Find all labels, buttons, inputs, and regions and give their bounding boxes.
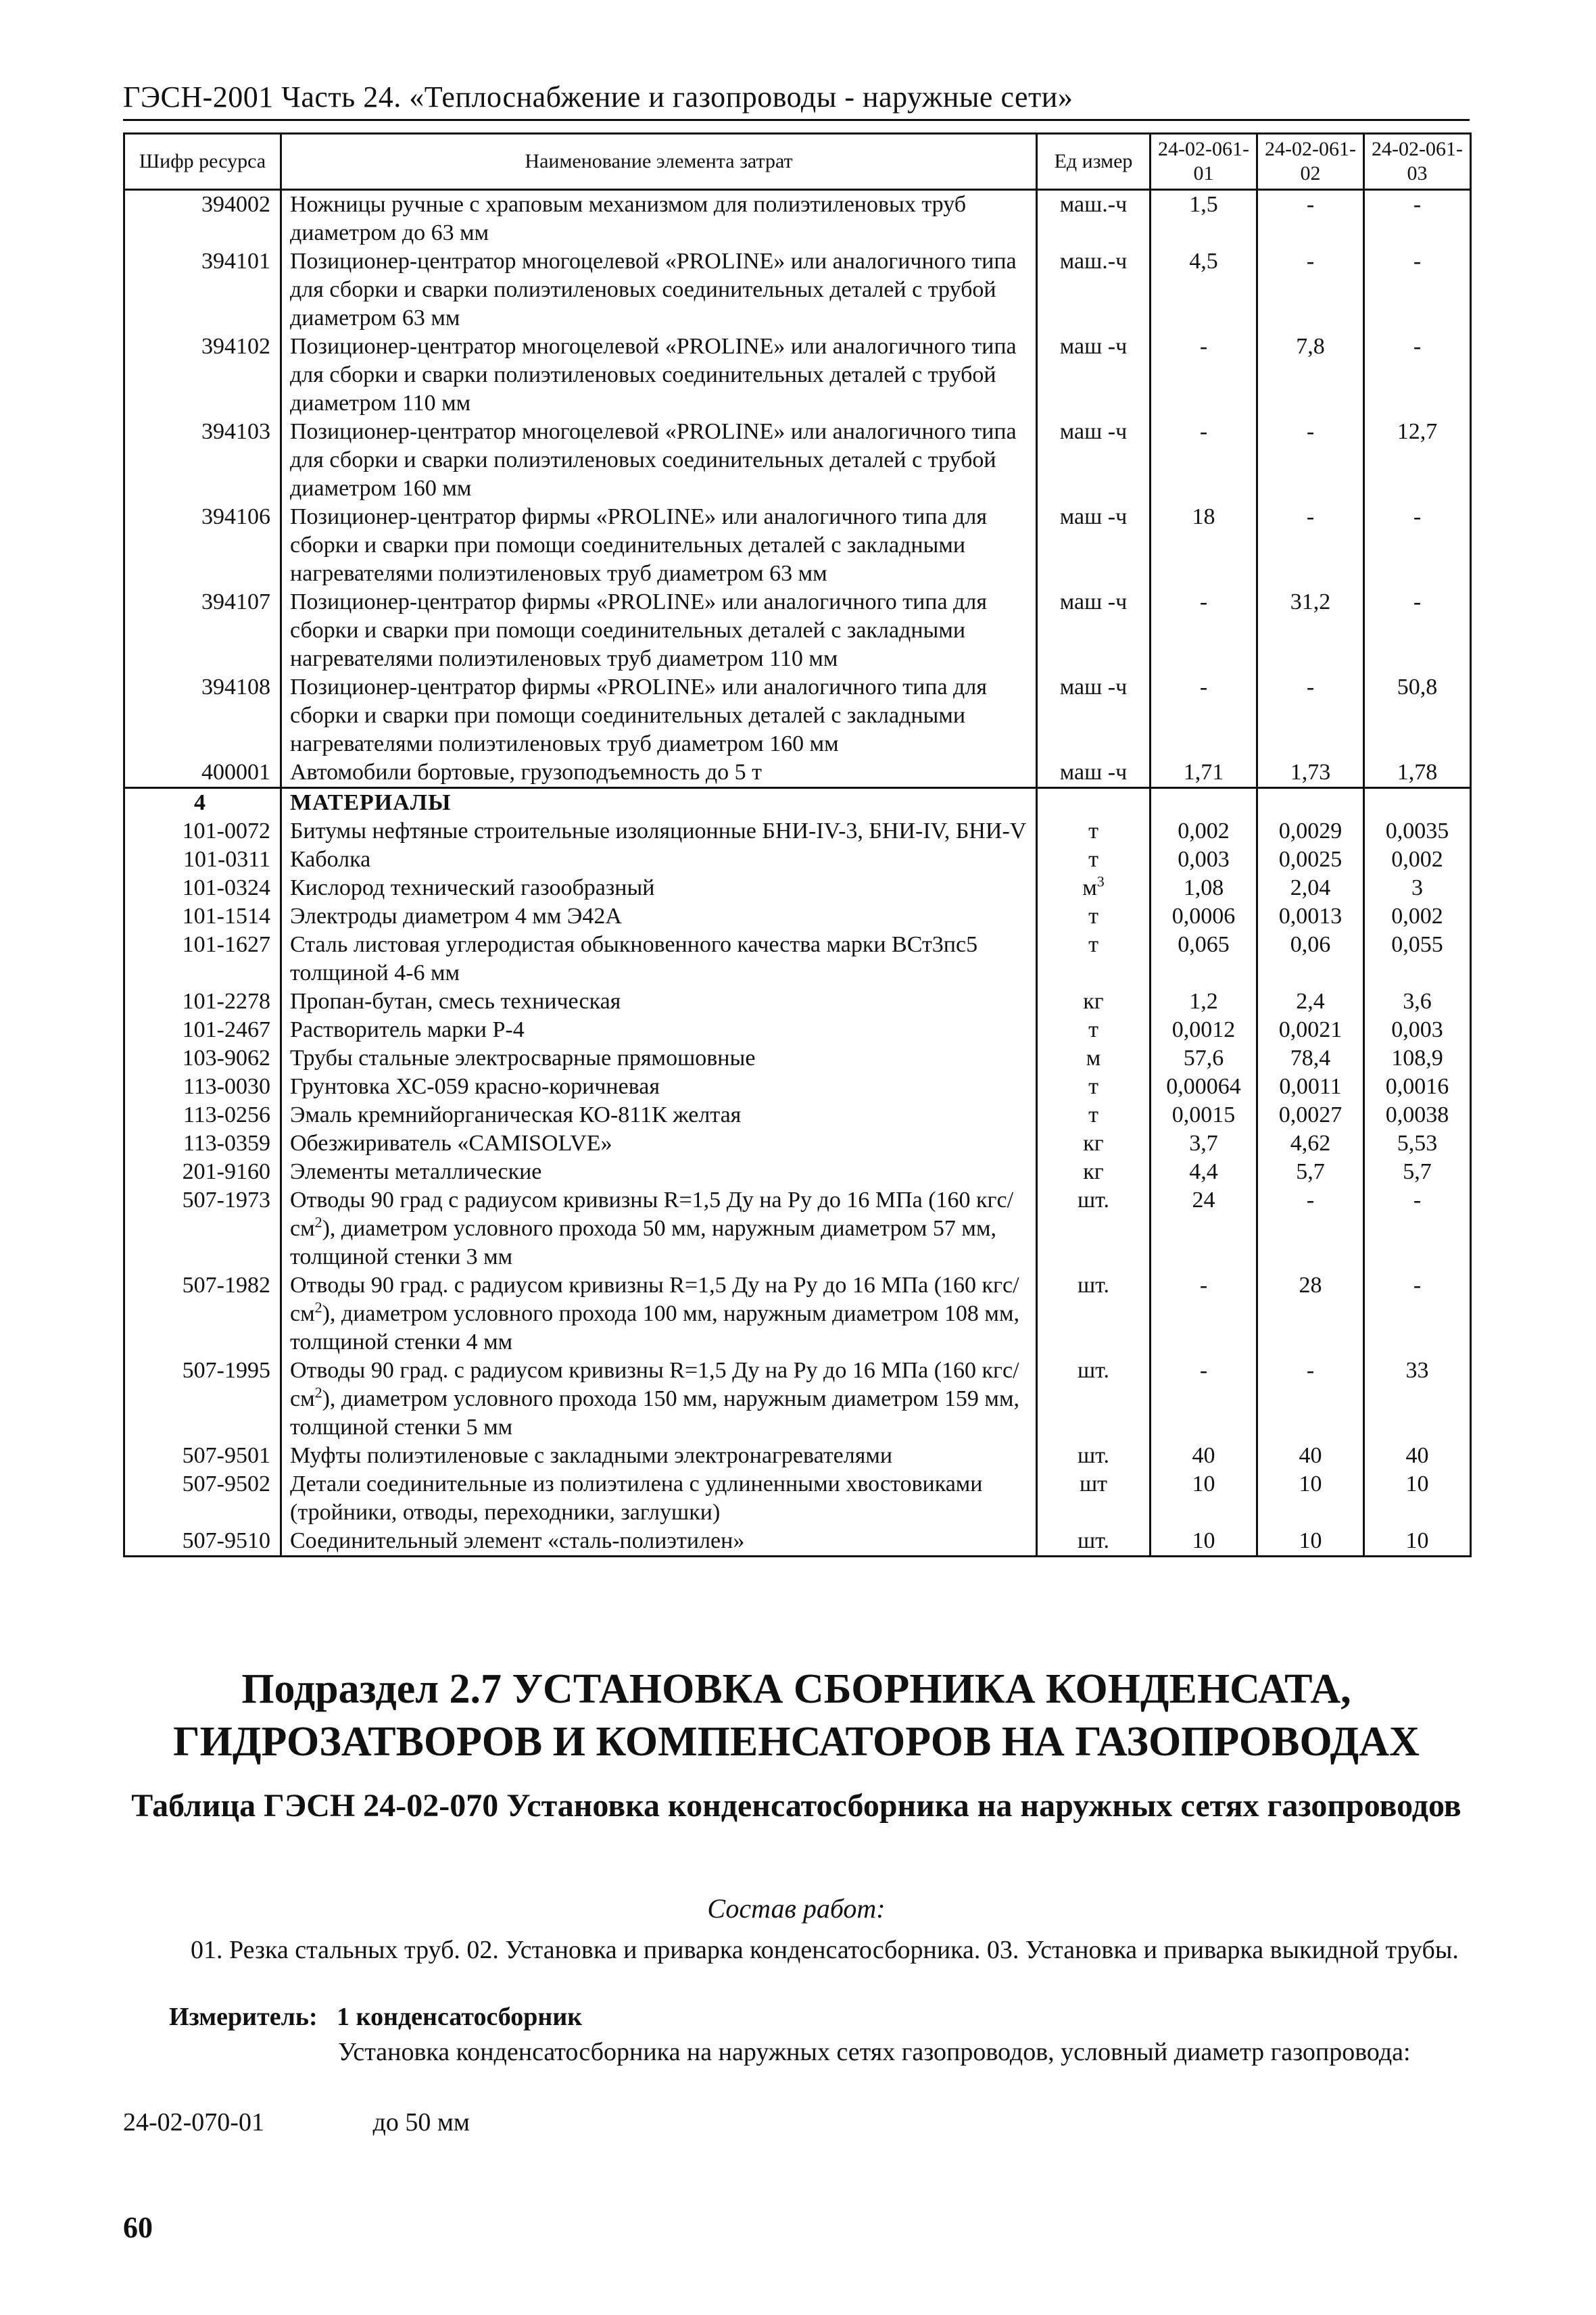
cell-code: 507-9502 (124, 1470, 281, 1527)
cell-unit: маш -ч (1037, 333, 1151, 418)
meter-label: Измеритель: (169, 2003, 318, 2031)
cell-code: 101-0072 (124, 817, 281, 846)
cell-unit (1037, 874, 1151, 902)
cell-unit: кг (1037, 1158, 1151, 1186)
table-row (124, 931, 1471, 988)
table-row (124, 418, 1471, 503)
cell-code: 113-0030 (124, 1073, 281, 1101)
cell-v1: 18 (1151, 503, 1257, 588)
cell-code: 507-1982 (124, 1271, 281, 1357)
table-row (124, 1129, 1471, 1158)
cell-v3: 33 (1364, 1357, 1471, 1442)
cell-name: Соединительный элемент «сталь-полиэтилен» (281, 1527, 1037, 1557)
cell-v3: 12,7 (1364, 418, 1471, 503)
cell-name: Обезжириватель «CAMISOLVE» (281, 1129, 1037, 1158)
table-row (124, 1357, 1471, 1442)
cell-name: Сталь листовая углеродистая обыкновенного качества марки ВСт3пс5 толщиной 4-6 мм (281, 931, 1037, 988)
cell-name: Эмаль кремнийорганическая КО-811К желтая (281, 1101, 1037, 1129)
cell-unit: т (1037, 817, 1151, 846)
cell-v2: 10 (1257, 1527, 1364, 1557)
cell-v3: 0,055 (1364, 931, 1471, 988)
cell-v1: - (1151, 418, 1257, 503)
subsection-title-line: Подраздел 2.7 УСТАНОВКА СБОРНИКА КОНДЕНСАТА, (241, 1666, 1351, 1712)
cell-v3: - (1364, 333, 1471, 418)
cell-name: Пропан-бутан, смесь техническая (281, 988, 1037, 1016)
cell-v3: 1,78 (1364, 758, 1471, 788)
cell-v3: - (1364, 1271, 1471, 1357)
cell-v2: - (1257, 190, 1364, 248)
cell-v3: - (1364, 588, 1471, 673)
table-row (124, 1044, 1471, 1073)
col-header-unit: Ед измер (1037, 134, 1151, 190)
cell-code: 394102 (124, 333, 281, 418)
table-row (124, 817, 1471, 846)
cell-v2: 7,8 (1257, 333, 1364, 418)
table-row (124, 673, 1471, 758)
cell-code: 507-9501 (124, 1442, 281, 1470)
subsection-title (123, 1663, 1470, 1768)
cell-v1: 1,2 (1151, 988, 1257, 1016)
cell-code: 394002 (124, 190, 281, 248)
cell-unit: м (1037, 1044, 1151, 1073)
cell-v2: 1,73 (1257, 758, 1364, 788)
col-header-v3: 24-02-061-03 (1364, 134, 1471, 190)
cell-v1: - (1151, 673, 1257, 758)
cell-name: Муфты полиэтиленовые с закладными электронагревателями (281, 1442, 1037, 1470)
cell-unit: маш -ч (1037, 758, 1151, 788)
table-row (124, 1073, 1471, 1101)
header-rule (123, 119, 1470, 121)
cell-v2: 0,0013 (1257, 902, 1364, 931)
cell-unit: маш -ч (1037, 588, 1151, 673)
cell-code: 101-2467 (124, 1016, 281, 1044)
cell-v3: 108,9 (1364, 1044, 1471, 1073)
table-row (124, 1470, 1471, 1527)
cell-name: Позиционер-центратор многоцелевой «PROLINE» или аналогичного типа для сборки и сварки полиэтиленовых соединительных деталей с трубой диаметром 160 мм (281, 418, 1037, 503)
cell-v1: - (1151, 1271, 1257, 1357)
norm-item-code: 24-02-070-01 (123, 2108, 264, 2137)
table-row (124, 1101, 1471, 1129)
section-number: 4 (124, 788, 281, 818)
cell-v2: - (1257, 418, 1364, 503)
name-part: Отводы 90 град. с радиусом кривизны R=1,5 Ду на Ру до 16 МПа (160 кгс/см (290, 1273, 1019, 1326)
cell-name: Трубы стальные электросварные прямошовные (281, 1044, 1037, 1073)
name-part: ), диаметром условного прохода 150 мм, наружным диаметром 159 мм, толщиной стенки 5 мм (290, 1386, 1019, 1440)
col-header-code: Шифр ресурса (124, 134, 281, 190)
table-row (124, 1527, 1471, 1557)
cell-v1: 4,5 (1151, 247, 1257, 333)
cell-v1: 10 (1151, 1527, 1257, 1557)
cell-name: Детали соединительные из полиэтилена с удлиненными хвостовиками (тройники, отводы, переходники, заглушки) (281, 1470, 1037, 1527)
meter-value: 1 конденсатосборник (337, 2003, 583, 2031)
cell-code: 101-1627 (124, 931, 281, 988)
cell-unit: кг (1037, 1129, 1151, 1158)
cell-v3: 40 (1364, 1442, 1471, 1470)
cell-code: 101-0311 (124, 846, 281, 874)
name-superscript: 2 (314, 1298, 322, 1316)
cell-v1: 1,5 (1151, 190, 1257, 248)
cell-unit: маш -ч (1037, 418, 1151, 503)
cell-v3: 10 (1364, 1470, 1471, 1527)
cell-code: 394101 (124, 247, 281, 333)
cell-v2: 0,0027 (1257, 1101, 1364, 1129)
cell-v3: 3,6 (1364, 988, 1471, 1016)
works-heading: Состав работ: (707, 1893, 886, 1924)
cell-v1: 40 (1151, 1442, 1257, 1470)
table-row (124, 1158, 1471, 1186)
cell-v1: 24 (1151, 1186, 1257, 1271)
cell-v1: 57,6 (1151, 1044, 1257, 1073)
name-part: Отводы 90 град с радиусом кривизны R=1,5 Ду на Ру до 16 МПа (160 кгс/см (290, 1188, 1014, 1241)
cell-code: 394107 (124, 588, 281, 673)
table-row (124, 1016, 1471, 1044)
cell-unit: шт. (1037, 1527, 1151, 1557)
page-number: 60 (123, 2211, 153, 2244)
cell-unit: т (1037, 1073, 1151, 1101)
table-row (124, 988, 1471, 1016)
cell-v3: - (1364, 503, 1471, 588)
cell-v3: 5,7 (1364, 1158, 1471, 1186)
cell-v2: 40 (1257, 1442, 1364, 1470)
name-part: ), диаметром условного прохода 100 мм, наружным диаметром 108 мм, толщиной стенки 4 мм (290, 1301, 1019, 1355)
cell-v3: - (1364, 247, 1471, 333)
install-description: Установка конденсатосборника на наружных сетях газопроводов, условный диаметр газопровода: (338, 2038, 1411, 2066)
cell-v3: - (1364, 190, 1471, 248)
cell-name: Элементы металлические (281, 1158, 1037, 1186)
cell-v3: 50,8 (1364, 673, 1471, 758)
works-text: 01. Резка стальных труб. 02. Установка и приварка конденсатосборника. 03. Установка и приварка выкидной трубы. (191, 1936, 1459, 1964)
cell-v1: - (1151, 588, 1257, 673)
table-row (124, 1442, 1471, 1470)
name-part: Отводы 90 град. с радиусом кривизны R=1,5 Ду на Ру до 16 МПа (160 кгс/см (290, 1358, 1019, 1411)
norm-item-text: до 50 мм (372, 2108, 470, 2137)
cell-name: Электроды диаметром 4 мм Э42А (281, 902, 1037, 931)
table-row (124, 758, 1471, 788)
cell-name (281, 1186, 1037, 1271)
cell-unit: шт. (1037, 1186, 1151, 1271)
cell-v2: 2,4 (1257, 988, 1364, 1016)
cell-v3: 0,002 (1364, 902, 1471, 931)
cell-v3: - (1364, 1186, 1471, 1271)
table-row (124, 1186, 1471, 1271)
cell-v1: 4,4 (1151, 1158, 1257, 1186)
cell-unit: т (1037, 1016, 1151, 1044)
table-row (124, 874, 1471, 902)
cell-unit: шт. (1037, 1442, 1151, 1470)
cell-unit: маш -ч (1037, 673, 1151, 758)
cell-code: 394103 (124, 418, 281, 503)
cell-name (281, 1271, 1037, 1357)
cell-unit: т (1037, 931, 1151, 988)
cell-v1: 0,00064 (1151, 1073, 1257, 1101)
cell-unit: т (1037, 846, 1151, 874)
cell-code: 507-9510 (124, 1527, 281, 1557)
cell-code: 101-2278 (124, 988, 281, 1016)
cell-name: Позиционер-центратор фирмы «PROLINE» или аналогичного типа для сборки и сварки при помощи соединительных деталей с закладными нагревателями полиэтиленовых труб диаметром 110 мм (281, 588, 1037, 673)
cell-v3: 0,0035 (1364, 817, 1471, 846)
col-header-name: Наименование элемента затрат (281, 134, 1037, 190)
cell-v3: 5,53 (1364, 1129, 1471, 1158)
cell-v2: 28 (1257, 1271, 1364, 1357)
unit-text: м (1082, 875, 1097, 900)
table-row (124, 333, 1471, 418)
cell-v3: 0,0016 (1364, 1073, 1471, 1101)
cell-v2: 0,0029 (1257, 817, 1364, 846)
section-row-materials (124, 788, 1471, 818)
meter-line (169, 2002, 582, 2032)
cell-name: Позиционер-центратор фирмы «PROLINE» или аналогичного типа для сборки и сварки при помощи соединительных деталей с закладными нагревателями полиэтиленовых труб диаметром 160 мм (281, 673, 1037, 758)
name-superscript: 2 (314, 1213, 322, 1231)
cell-v1: 1,71 (1151, 758, 1257, 788)
cell-code: 507-1995 (124, 1357, 281, 1442)
table-row (124, 902, 1471, 931)
cell-v2: 0,0011 (1257, 1073, 1364, 1101)
cell-unit: маш -ч (1037, 503, 1151, 588)
cell-v1: - (1151, 1357, 1257, 1442)
table-row (124, 588, 1471, 673)
cell-v1: 0,003 (1151, 846, 1257, 874)
cell-name: Позиционер-центратор многоцелевой «PROLINE» или аналогичного типа для сборки и сварки полиэтиленовых соединительных деталей с трубой диаметром 63 мм (281, 247, 1037, 333)
cell-v3: 0,0038 (1364, 1101, 1471, 1129)
cell-unit: маш.-ч (1037, 190, 1151, 248)
table-row (124, 190, 1471, 248)
cell-v2: - (1257, 503, 1364, 588)
cell-v2: 10 (1257, 1470, 1364, 1527)
cell-v2: 0,0025 (1257, 846, 1364, 874)
name-superscript: 2 (314, 1384, 322, 1401)
cell-unit: кг (1037, 988, 1151, 1016)
cell-unit: т (1037, 902, 1151, 931)
cell-unit: маш.-ч (1037, 247, 1151, 333)
cell-name: Автомобили бортовые, грузоподъемность до 5 т (281, 758, 1037, 788)
table-row (124, 503, 1471, 588)
table-header-row (124, 134, 1471, 190)
cell-code: 394108 (124, 673, 281, 758)
cell-code: 101-1514 (124, 902, 281, 931)
cell-v1: 0,002 (1151, 817, 1257, 846)
cell-name: Битумы нефтяные строительные изоляционные БНИ-IV-3, БНИ-IV, БНИ-V (281, 817, 1037, 846)
cell-code: 101-0324 (124, 874, 281, 902)
cell-name: Позиционер-центратор фирмы «PROLINE» или аналогичного типа для сборки и сварки при помощи соединительных деталей с закладными нагревателями полиэтиленовых труб диаметром 63 мм (281, 503, 1037, 588)
name-part: ), диаметром условного прохода 50 мм, наружным диаметром 57 мм, толщиной стенки 3 мм (290, 1216, 996, 1269)
cell-v1: 0,0006 (1151, 902, 1257, 931)
cell-v1: 3,7 (1151, 1129, 1257, 1158)
cell-name: Ножницы ручные с храповым механизмом для полиэтиленовых труб диаметром до 63 мм (281, 190, 1037, 248)
cell-v2: 4,62 (1257, 1129, 1364, 1158)
cell-v2: 5,7 (1257, 1158, 1364, 1186)
cell-name: Грунтовка ХС-059 красно-коричневая (281, 1073, 1037, 1101)
cell-code: 400001 (124, 758, 281, 788)
cell-name: Кислород технический газообразный (281, 874, 1037, 902)
table-row (124, 247, 1471, 333)
col-header-v1: 24-02-061-01 (1151, 134, 1257, 190)
unit-superscript: 3 (1096, 873, 1105, 890)
cell-v1: 1,08 (1151, 874, 1257, 902)
resource-table (123, 132, 1472, 1557)
cell-v3: 0,002 (1364, 846, 1471, 874)
cell-name (281, 1357, 1037, 1442)
cell-name: Растворитель марки Р-4 (281, 1016, 1037, 1044)
norm-item (123, 2107, 470, 2137)
cell-v2: - (1257, 1357, 1364, 1442)
section-title: МАТЕРИАЛЫ (281, 788, 1037, 818)
cell-code: 201-9160 (124, 1158, 281, 1186)
cell-v2: 78,4 (1257, 1044, 1364, 1073)
subsection-title-line: ГИДРОЗАТВОРОВ И КОМПЕНСАТОРОВ НА ГАЗОПРОВОДАХ (173, 1719, 1420, 1765)
table-row (124, 846, 1471, 874)
cell-v3: 10 (1364, 1527, 1471, 1557)
cell-v1: 10 (1151, 1470, 1257, 1527)
cell-v2: - (1257, 1186, 1364, 1271)
cell-unit: шт. (1037, 1271, 1151, 1357)
cell-v1: 0,065 (1151, 931, 1257, 988)
cell-v3: 3 (1364, 874, 1471, 902)
cell-v2: - (1257, 673, 1364, 758)
cell-v3: 0,003 (1364, 1016, 1471, 1044)
cell-code: 113-0359 (124, 1129, 281, 1158)
cell-v1: 0,0015 (1151, 1101, 1257, 1129)
cell-v1: - (1151, 333, 1257, 418)
cell-v2: 31,2 (1257, 588, 1364, 673)
cell-unit: шт. (1037, 1357, 1151, 1442)
col-header-v2: 24-02-061-02 (1257, 134, 1364, 190)
cell-v2: - (1257, 247, 1364, 333)
cell-name: Каболка (281, 846, 1037, 874)
cell-unit: шт (1037, 1470, 1151, 1527)
cell-v2: 0,06 (1257, 931, 1364, 988)
table-row (124, 1271, 1471, 1357)
cell-name: Позиционер-центратор многоцелевой «PROLINE» или аналогичного типа для сборки и сварки полиэтиленовых соединительных деталей с трубой диаметром 110 мм (281, 333, 1037, 418)
cell-code: 507-1973 (124, 1186, 281, 1271)
cell-code: 394106 (124, 503, 281, 588)
cell-v2: 0,0021 (1257, 1016, 1364, 1044)
running-header: ГЭСН-2001 Часть 24. «Теплоснабжение и газопроводы - наружные сети» (123, 80, 1073, 114)
cell-unit: т (1037, 1101, 1151, 1129)
cell-code: 113-0256 (124, 1101, 281, 1129)
cell-v1: 0,0012 (1151, 1016, 1257, 1044)
cell-v2: 2,04 (1257, 874, 1364, 902)
cell-code: 103-9062 (124, 1044, 281, 1073)
gesn-table-title: Таблица ГЭСН 24-02-070 Установка конденсатосборника на наружных сетях газопроводов (131, 1788, 1461, 1824)
